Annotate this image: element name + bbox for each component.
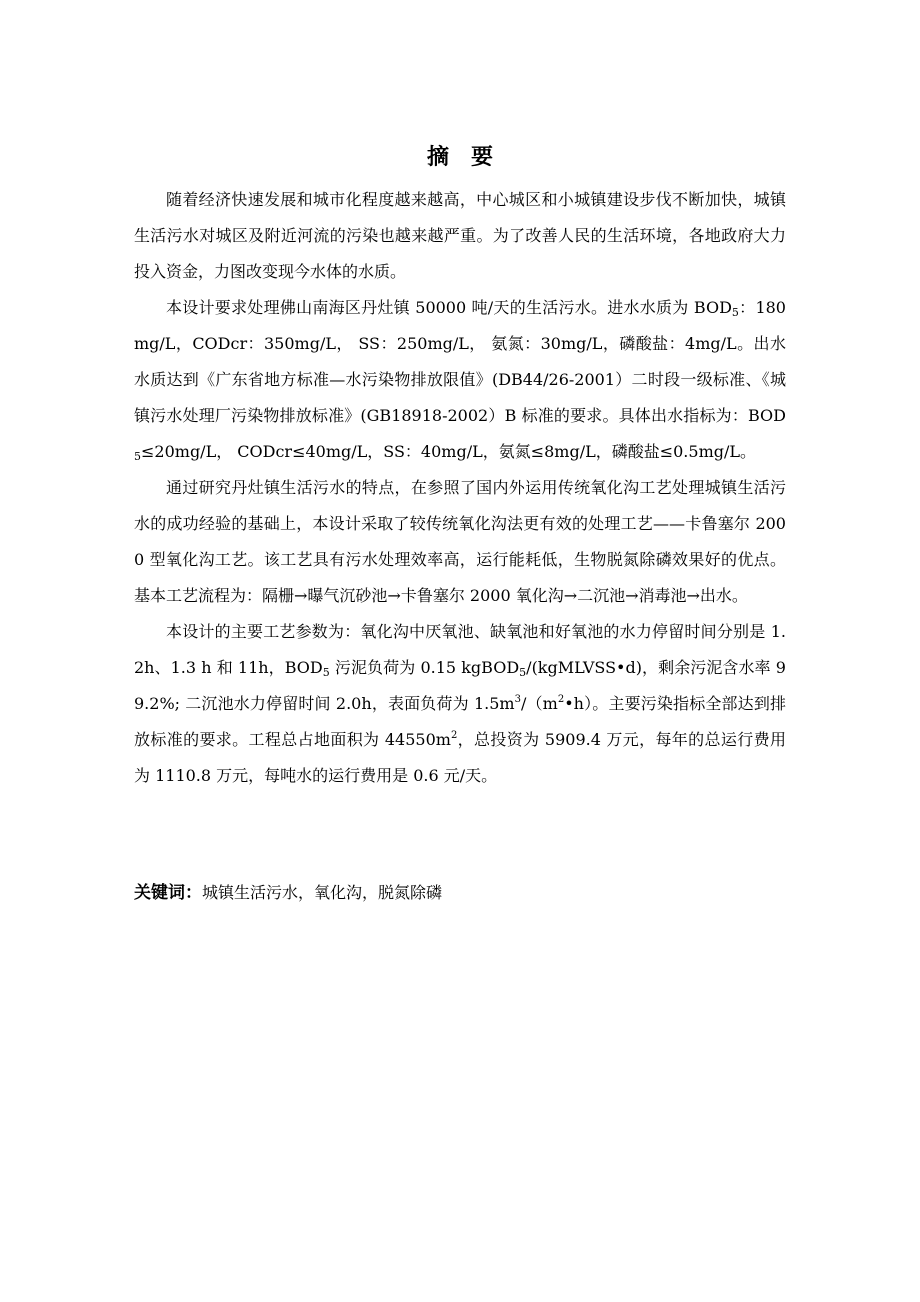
paragraph-background: 随着经济快速发展和城市化程度越来越高，中心城区和小城镇建设步伐不断加快，城镇生活污水对城区及附近河流的污染也越来越严重。为了改善人民的生活环境，各地政府大力投入资金，力图改变现今水体的水质。	[134, 190, 786, 281]
text-run: 污泥负荷为 0.15 kgBOD	[329, 658, 520, 677]
subscript: 5	[731, 306, 739, 319]
superscript: 3	[514, 694, 521, 705]
superscript: 2	[450, 730, 458, 741]
page-title	[0, 141, 920, 175]
text-run: 本设计的主要工艺参数为：氧化沟中厌氧池、缺氧池和好氧池的水力停留时间分别是 1.2h、1.3 h 和 11h，BOD	[134, 622, 786, 677]
subscript: 5	[134, 450, 141, 463]
paragraph-design-requirements	[134, 290, 786, 470]
keywords-label: 关键词：	[134, 883, 202, 903]
keywords-value: 城镇生活污水，氧化沟，脱氮除磷	[202, 883, 443, 902]
text-run: ，总投资为 5909.4 万元，每年的总运行费用为 1110.8 万元，每吨水的运行费用是 0.6 元/天。	[134, 730, 786, 785]
title-char-2: 要	[471, 145, 494, 170]
text-run: /(kgMLVSS•d)，剩余污泥含水率 99.2%; 二沉池水力停留时间 2.0h，表面负荷为 1.5m	[134, 658, 786, 713]
text-run: 本设计要求处理佛山南海区丹灶镇 50000 吨/天的生活污水。进水水质为 BOD	[166, 298, 732, 317]
text-run: ≤20mg/L， CODcr≤40mg/L，SS：40mg/L，氨氮≤8mg/L，磷酸盐≤0.5mg/L。	[141, 442, 757, 461]
superscript: 2	[557, 694, 565, 705]
paragraph-process-selection: 通过研究丹灶镇生活污水的特点，在参照了国内外运用传统氧化沟工艺处理城镇生活污水的成功经验的基础上，本设计采取了较传统氧化沟法更有效的处理工艺——卡鲁塞尔 2000 型氧化沟工艺。该工艺具有污水处理效率高，运行能耗低，生物脱氮除磷效果好的优点。基本工艺流程为：隔栅→曝气沉砂池→卡鲁塞尔 2000 氧化沟→二沉池→消毒池→出水。	[134, 478, 786, 605]
paragraph-process-parameters	[134, 614, 786, 794]
title-char-1: 摘	[426, 145, 449, 170]
abstract-body	[134, 182, 786, 794]
text-run: •h）。主要污染指标全部达到排放标准的要求。工程总占地面积为 44550m	[134, 694, 786, 749]
subscript: 5	[519, 666, 527, 679]
text-run: /（m	[520, 694, 558, 713]
text-run: ：180mg/L，CODcr：350mg/L， SS：250mg/L， 氨氮：30mg/L，磷酸盐：4mg/L。出水水质达到《广东省地方标准—水污染物排放限值》(DB44/26-2001）二时段一级标准、《城镇污水处理厂污染物排放标准》(GB18918-2002）B 标准的要求。具体出水指标为：BOD	[134, 298, 786, 425]
subscript: 5	[322, 666, 330, 679]
keywords-line	[134, 875, 786, 911]
